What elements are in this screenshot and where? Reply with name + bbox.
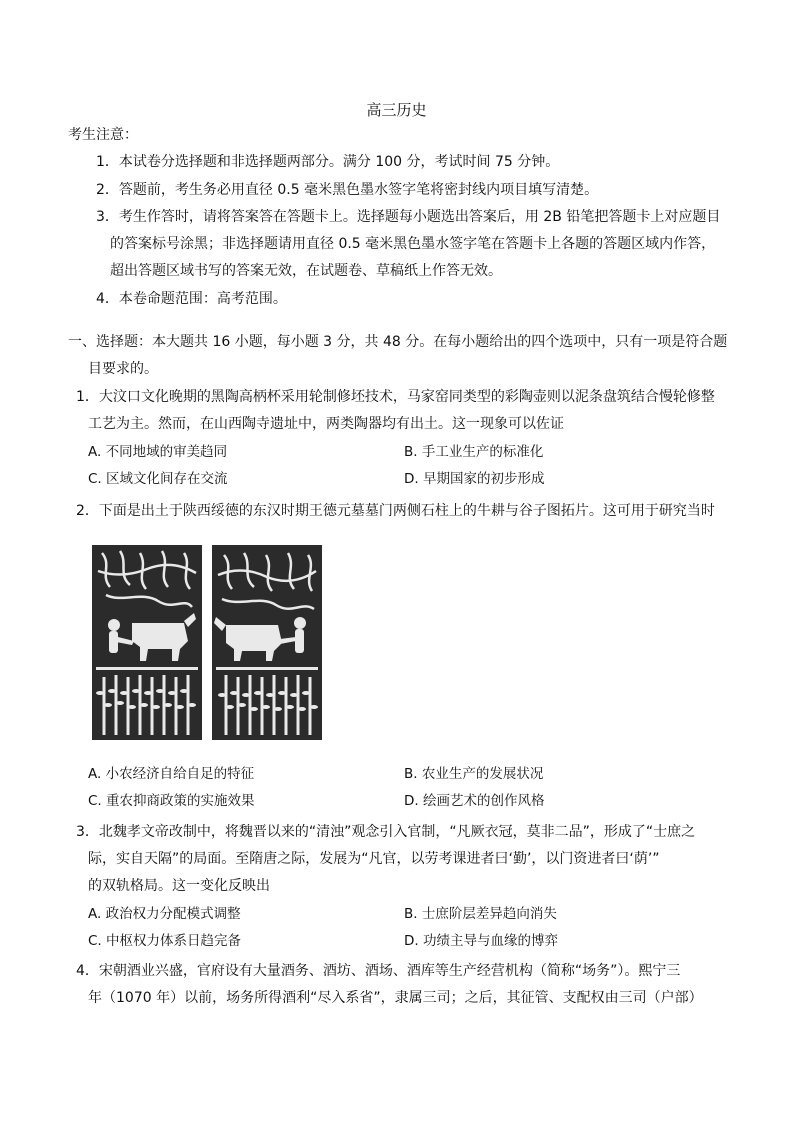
question-4-stem-cont: 年（1070 年）以前，场务所得酒利“尽入系省”，隶属三司；之后，其征管、支配权由三司（户部） [88,990,703,1006]
notice-item-3-cont-2: 超出答题区域书写的答案无效，在试题卷、草稿纸上作答无效。 [110,263,502,279]
question-4-stem: 4．宋朝酒业兴盛，官府设有大量酒务、酒坊、酒场、酒库等生产经营机构（简称“场务”）。熙宁三 [76,963,681,979]
question-2-option-b: B. 农业生产的发展状况 [404,766,544,782]
page-title: 高三历史 [366,101,427,119]
question-1-stem: 1．大汶口文化晚期的黑陶高柄杯采用轮制修坯技术，马家窑同类型的彩陶壶则以泥条盘筑结合慢轮修整 [76,389,715,405]
question-2-option-c: C. 重农抑商政策的实施效果 [88,793,255,809]
section-heading: 一、选择题：本大题共 16 小题，每小题 3 分，共 48 分。在每小题给出的四个选项中，只有一项是符合题 [68,334,728,350]
rubbing-image-left [92,545,202,740]
section-heading-cont: 目要求的。 [88,361,158,377]
notice-item-2: 2．答题前，考生务必用直径 0.5 毫米黑色墨水签字笔将密封线内项目填写清楚。 [96,182,599,198]
question-1-option-b: B. 手工业生产的标准化 [404,444,544,460]
notice-item-3-cont: 的答案标号涂黑；非选择题请用直径 0.5 毫米黑色墨水签字笔在答题卡上各题的答题区域内作答， [110,236,716,252]
rubbing-image-right [212,545,322,740]
question-3-option-a: A. 政治权力分配模式调整 [88,906,241,922]
question-2-option-a: A. 小农经济自给自足的特征 [88,766,255,782]
question-3-stem-cont: 际，实自天隔”的局面。至隋唐之际，发展为“凡官，以劳考课进者曰‘勤’，以门资进者曰‘荫’” [88,851,660,867]
question-1-stem-cont: 工艺为主。然而，在山西陶寺遗址中，两类陶器均有出土。这一现象可以佐证 [88,416,564,432]
notice-item-3: 3．考生作答时，请将答案答在答题卡上。选择题每小题选出答案后，用 2B 铅笔把答题卡上对应题目 [96,209,721,225]
question-3-option-b: B. 士庶阶层差异趋向消失 [404,906,557,922]
question-1-option-c: C. 区域文化间存在交流 [88,471,228,487]
question-2-option-d: D. 绘画艺术的创作风格 [404,793,545,809]
question-3-option-d: D. 功绩主导与血缘的博弈 [404,933,558,949]
question-3-stem: 3．北魏孝文帝改制中，将魏晋以来的“清浊”观念引入官制，“凡厥衣冠，莫非二品”，形成了“士庶之 [76,824,696,840]
notice-item-1: 1．本试卷分选择题和非选择题两部分。满分 100 分，考试时间 75 分钟。 [96,154,560,170]
question-1-option-a: A. 不同地域的审美趋同 [88,444,228,460]
question-1-option-d: D. 早期国家的初步形成 [404,471,545,487]
question-2-stem: 2．下面是出土于陕西绥德的东汉时期王德元墓墓门两侧石柱上的牛耕与谷子图拓片。这可用于研究当时 [76,503,715,519]
question-3-stem-cont-2: 的双轨格局。这一变化反映出 [88,878,270,894]
notice-item-4: 4．本卷命题范围：高考范围。 [96,291,287,307]
notice-label: 考生注意： [68,127,138,143]
question-3-option-c: C. 中枢权力体系日趋完备 [88,933,242,949]
